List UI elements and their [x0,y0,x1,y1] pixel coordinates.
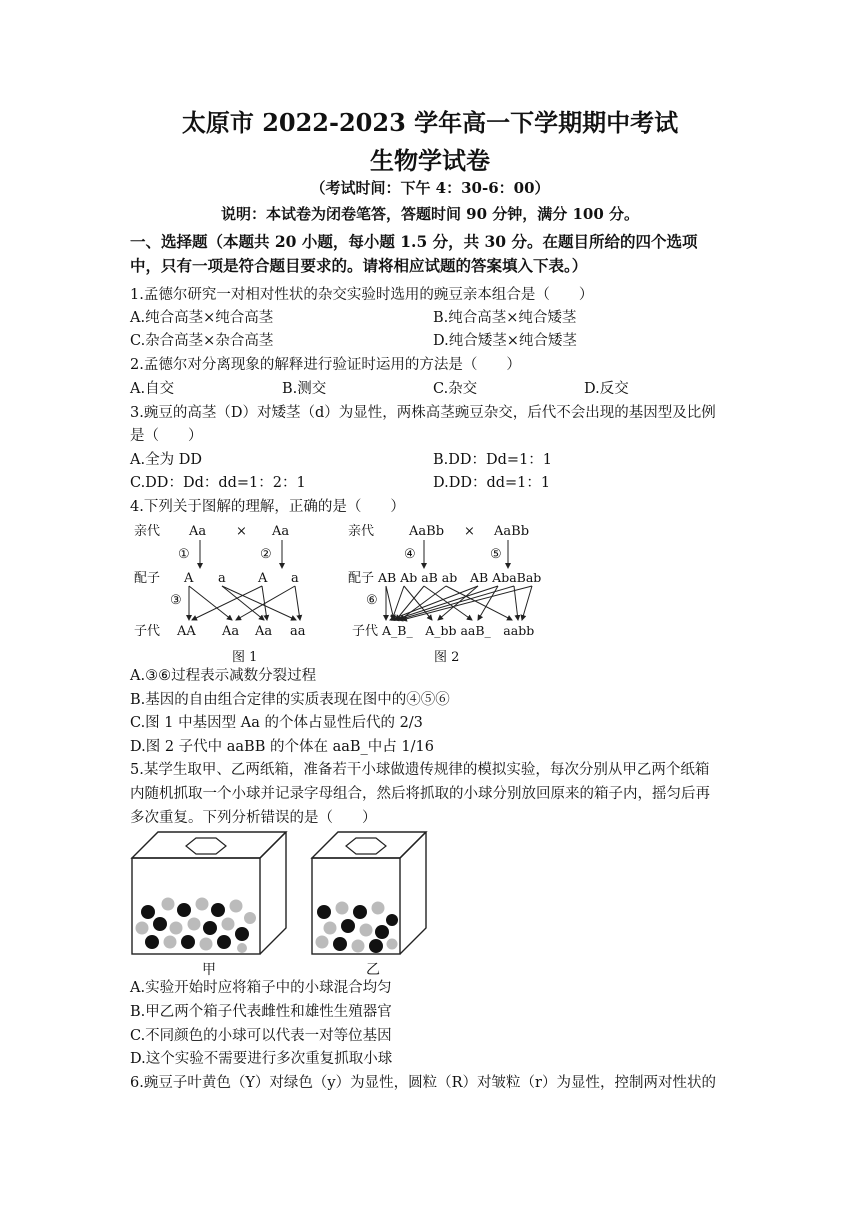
genetic-cross-figure-1 [132,518,322,666]
exam-note: 说明：本试卷为闭卷笔答，答题时间 90 分钟，满分 100 分。 [220,205,640,223]
q1-option-d: D.纯合矮茎×纯合矮茎 [433,333,577,349]
q4-option-c: C.图 1 中基因型 Aa 的个体占显性后代的 2/3 [130,715,423,731]
q3-option-c: C.DD：Dd：dd=1：2：1 [130,475,306,491]
q3-option-d: D.DD：dd=1：1 [433,475,551,491]
exam-subject: 生物学试卷 [370,146,490,175]
fig1-gamete-label: 配子 [134,571,161,586]
section-heading-line2: 中，只有一项是符合题目要求的。请将相应试题的答案填入下表。） [130,256,588,275]
fig2-step-5: ⑤ [490,547,502,562]
q6-stem-line1: 6.豌豆子叶黄色（Y）对绿色（y）为显性，圆粒（R）对皱粒（r）为显性，控制两对性状的 [130,1075,716,1091]
fig1-step-3: ③ [170,593,182,608]
q5-stem-line2: 内随机抓取一个小球并记录字母组合，然后将抓取的小球分别放回原来的箱子内，摇匀后再 [130,786,710,802]
fig2-gamete-label: 配子 [348,571,375,586]
fig1-offspring-label: 子代 [134,624,161,639]
exam-title: 太原市 2022-2023 学年高一下学期期中考试 [181,108,679,137]
q2-stem: 2.孟德尔对分离现象的解释进行验证时运用的方法是（ ） [130,357,521,373]
balls-jia [136,898,257,954]
fig2-gametes-right: AB AbaBab [470,570,542,585]
genetic-cross-figure-2 [342,518,552,666]
box-yi-label: 乙 [366,962,380,978]
section-heading [130,230,730,278]
fig1-gamete-4: a [291,571,299,586]
fig1-caption: 图 1 [232,650,258,665]
q4-option-a: A.③⑥过程表示减数分裂过程 [130,668,317,684]
section-heading-line1: 一、选择题（本题共 20 小题，每小题 1.5 分，共 30 分。在题目所给的四个选项 [130,232,698,251]
fig1-parent-2: Aa [272,524,290,539]
q5-option-a: A.实验开始时应将箱子中的小球混合均匀 [130,980,392,996]
q5-option-d: D.这个实验不需要进行多次重复抓取小球 [130,1051,393,1067]
q4-option-b: B.基因的自由组合定律的实质表现在图中的④⑤⑥ [130,692,450,708]
q1-option-a: A.纯合高茎×纯合高茎 [130,310,274,326]
fig1-parent-1: Aa [189,524,207,539]
fig2-parent-2: AaBb [494,524,530,539]
fig1-offspring-4: aa [290,624,306,639]
q5-stem-line1: 5.某学生取甲、乙两纸箱，准备若干小球做遗传规律的模拟实验，每次分别从甲乙两个纸箱 [130,762,710,778]
fig2-caption: 图 2 [434,650,460,665]
fig2-parent-1: AaBb [409,524,445,539]
fig2-parent-label: 亲代 [348,524,375,539]
q3-stem-line1: 3.豌豆的高茎（D）对矮茎（d）为显性，两株高茎豌豆杂交，后代不会出现的基因型及比例 [130,405,716,421]
fig2-step-4: ④ [404,547,416,562]
exam-time: （考试时间：下午 4：30-6：00） [310,179,550,197]
fig1-parent-label: 亲代 [134,524,161,539]
box-jia-label: 甲 [202,962,216,978]
q3-stem-line2: 是（ ） [130,428,203,444]
ball-box-figure [130,828,430,978]
fig1-gamete-3: A [258,571,268,586]
fig2-step-6: ⑥ [366,593,378,608]
q2-option-b: B.测交 [282,381,327,397]
q2-option-d: D.反交 [584,381,629,397]
fig1-gamete-2: a [218,571,226,586]
q5-stem-line3: 多次重复。下列分析错误的是（ ） [130,810,377,826]
box-jia [132,832,286,954]
fig2-cross-sign: × [464,524,475,539]
fig1-step-1: ① [178,547,190,562]
fig1-step-2: ② [260,547,272,562]
q1-stem: 1.孟德尔研究一对相对性状的杂交实验时选用的豌豆亲本组合是（ ） [130,287,594,303]
fig1-cross-sign: × [236,524,247,539]
q2-option-c: C.杂交 [433,381,478,397]
q5-option-b: B.甲乙两个箱子代表雌性和雄性生殖器官 [130,1004,392,1020]
q4-option-d: D.图 2 子代中 aaBB 的个体在 aaB_中占 1/16 [130,739,434,755]
q3-option-a: A.全为 DD [130,452,202,468]
fig1-offspring-3: Aa [255,624,273,639]
q4-stem: 4.下列关于图解的理解，正确的是（ ） [130,499,405,515]
fig2-gametes-left: AB Ab aB ab [378,570,458,585]
fig1-offspring-1: AA [177,624,196,639]
balls-yi [316,902,399,954]
q1-option-b: B.纯合高茎×纯合矮茎 [433,310,577,326]
fig2-offspring: A_B_ A_bb aaB_ aabb [382,623,535,638]
fig2-offspring-label: 子代 [352,624,379,639]
q1-option-c: C.杂合高茎×杂合高茎 [130,333,274,349]
fig1-gamete-1: A [184,571,194,586]
q2-option-a: A.自交 [130,381,175,397]
q5-option-c: C.不同颜色的小球可以代表一对等位基因 [130,1028,392,1044]
q3-option-b: B.DD：Dd=1：1 [433,452,553,468]
fig1-offspring-2: Aa [222,624,240,639]
